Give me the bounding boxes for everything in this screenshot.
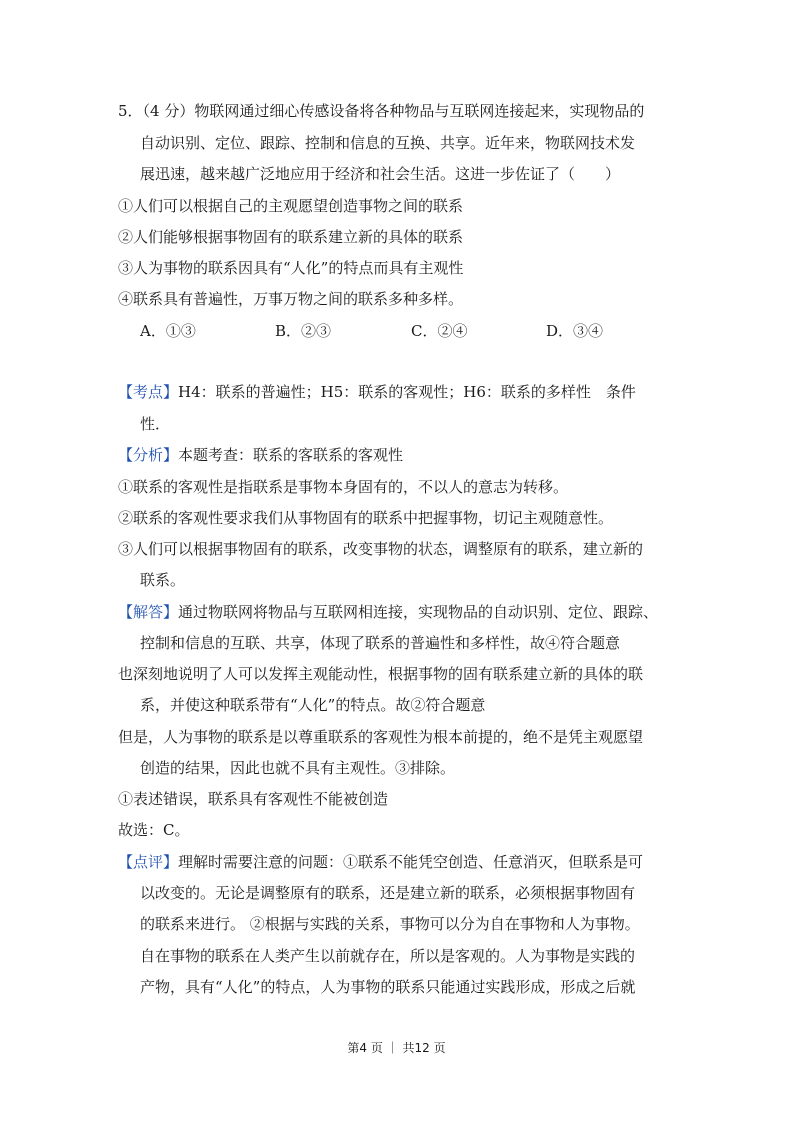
dianping-text: 理解时需要注意的问题：①联系不能凭空创造、任意消灭，但联系是可 [178, 853, 644, 871]
question-stem-line-2: 自动识别、定位、跟踪、控制和信息的互换、共享。近年来，物联网技术发 [140, 134, 636, 152]
question-stem-line-1: 5．（4 分）物联网通过细心传感设备将各种物品与互联网连接起来，实现物品的 [118, 102, 645, 120]
kaodian-line-2: 性． [140, 415, 171, 433]
question-stem-line-3: 展迅速，越来越广泛地应用于经济和社会生活。这进一步佐证了（ ） [140, 165, 621, 183]
fenxi-label: 【分析】 [118, 446, 179, 464]
dianping-label: 【点评】 [118, 853, 179, 871]
jieda-line-6: 创造的结果，因此也就不具有主观性。③排除。 [140, 759, 456, 777]
fenxi-line-5: 联系。 [140, 571, 186, 589]
jieda-line-3: 也深刻地说明了人可以发挥主观能动性，根据事物的固有联系建立新的具体的联 [118, 665, 644, 683]
option-c: C．②④ [411, 322, 468, 340]
statement-1: ①人们可以根据自己的主观愿望创造事物之间的联系 [118, 197, 464, 215]
statement-3: ③人为事物的联系因具有“人化”的特点而具有主观性 [118, 259, 464, 277]
statement-2: ②人们能够根据事物固有的联系建立新的具体的联系 [118, 228, 464, 246]
fenxi-line-1 [118, 445, 403, 465]
jieda-text: 通过物联网将物品与互联网相连接，实现物品的自动识别、定位、跟踪、 [178, 603, 659, 621]
fenxi-line-2: ①联系的客观性是指联系是事物本身固有的，不以人的意志为转移。 [118, 478, 569, 496]
dianping-line-4: 自在事物的联系在人类产生以前就存在，所以是客观的。人为事物是实践的 [140, 947, 636, 965]
fenxi-line-3: ②联系的客观性要求我们从事物固有的联系中把握事物，切记主观随意性。 [118, 509, 614, 527]
jieda-line-4: 系，并使这种联系带有“人化”的特点。故②符合题意 [140, 696, 486, 714]
jieda-label: 【解答】 [118, 603, 179, 621]
dianping-line-1 [118, 852, 643, 872]
fenxi-text: 本题考查：联系的客联系的客观性 [178, 446, 404, 464]
option-a: A．①③ [140, 322, 196, 340]
kaodian-label: 【考点】 [118, 383, 179, 401]
kaodian-line-1 [118, 382, 636, 402]
option-b: B．②③ [275, 322, 332, 340]
page-footer: 第4 页 ｜ 共12 页 [347, 1041, 446, 1055]
dianping-line-2: 以改变的。无论是调整原有的联系，还是建立新的联系，必须根据事物固有 [140, 884, 636, 902]
dianping-line-3: 的联系来进行。 ②根据与实践的关系，事物可以分为自在事物和人为事物。 [140, 915, 640, 933]
statement-4: ④联系具有普遍性，万事万物之间的联系多种多样。 [118, 290, 464, 308]
jieda-line-2: 控制和信息的互联、共享，体现了联系的普遍性和多样性，故④符合题意 [140, 634, 621, 652]
jieda-line-1 [118, 602, 658, 622]
fenxi-line-4: ③人们可以根据事物固有的联系，改变事物的状态，调整原有的联系，建立新的 [118, 540, 644, 558]
jieda-line-7: ①表述错误，联系具有客观性不能被创造 [118, 790, 389, 808]
option-d: D．③④ [546, 322, 604, 340]
kaodian-text: H4：联系的普遍性；H5：联系的客观性；H6：联系的多样性 条件 [178, 383, 636, 401]
jieda-line-8: 故选：C。 [118, 821, 190, 839]
jieda-line-5: 但是，人为事物的联系是以尊重联系的客观性为根本前提的，绝不是凭主观愿望 [118, 728, 644, 746]
dianping-line-5: 产物，具有“人化”的特点，人为事物的联系只能通过实践形成，形成之后就 [140, 978, 636, 996]
